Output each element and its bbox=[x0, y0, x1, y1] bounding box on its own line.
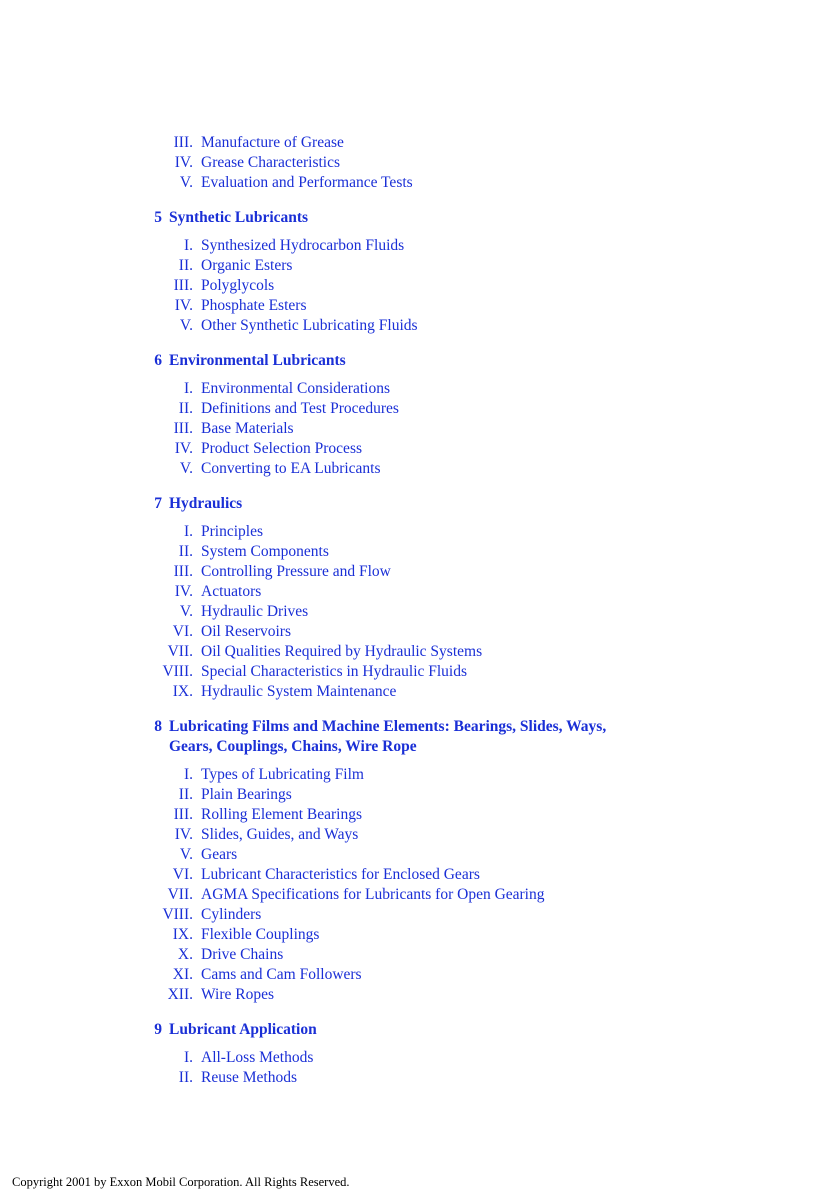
toc-item[interactable] bbox=[0, 542, 840, 562]
toc-item-link[interactable]: Reuse Methods bbox=[201, 1069, 298, 1086]
toc-item[interactable] bbox=[0, 682, 840, 702]
toc-item-link[interactable]: Phosphate Esters bbox=[201, 297, 307, 314]
toc-item-number: II. bbox=[178, 786, 193, 803]
toc-item-number: III. bbox=[173, 420, 193, 437]
chapter-title-link[interactable]: Lubricating Films and Machine Elements: Bearings, Slides, Ways, Gears, Couplings, Chains, Wire Rope bbox=[169, 718, 607, 755]
toc-item[interactable] bbox=[0, 296, 840, 316]
toc-item[interactable] bbox=[0, 399, 840, 419]
toc-item-link[interactable]: Special Characteristics in Hydraulic Fluids bbox=[201, 663, 468, 680]
toc-item-link[interactable]: Polyglycols bbox=[201, 277, 275, 294]
toc-item[interactable] bbox=[0, 133, 840, 153]
toc-item[interactable] bbox=[0, 622, 840, 642]
toc-item[interactable] bbox=[0, 1068, 840, 1088]
chapter-heading[interactable] bbox=[0, 1020, 840, 1040]
toc-item-number: IX. bbox=[172, 683, 193, 700]
toc-item-number: VIII. bbox=[162, 906, 193, 923]
toc-item-number: VI. bbox=[172, 623, 193, 640]
toc-item[interactable] bbox=[0, 522, 840, 542]
chapter-title-link[interactable]: Synthetic Lubricants bbox=[169, 209, 309, 226]
toc-item[interactable] bbox=[0, 642, 840, 662]
chapter-heading[interactable] bbox=[0, 494, 840, 514]
toc-item-number: X. bbox=[177, 946, 193, 963]
toc-item[interactable] bbox=[0, 439, 840, 459]
toc-item-number: IX. bbox=[172, 926, 193, 943]
chapter-title-link[interactable]: Environmental Lubricants bbox=[169, 352, 346, 369]
toc-item-number: VIII. bbox=[162, 663, 193, 680]
chapter-number: 9 bbox=[154, 1021, 162, 1038]
toc-item-link[interactable]: Evaluation and Performance Tests bbox=[201, 174, 413, 191]
table-of-contents bbox=[0, 133, 840, 1088]
toc-item[interactable] bbox=[0, 925, 840, 945]
toc-item-number: V. bbox=[179, 603, 193, 620]
toc-item-link[interactable]: Environmental Considerations bbox=[201, 380, 390, 397]
toc-item[interactable] bbox=[0, 945, 840, 965]
leading-items bbox=[0, 133, 840, 193]
toc-item-number: II. bbox=[178, 543, 193, 560]
toc-item-number: XI. bbox=[172, 966, 193, 983]
toc-item-link[interactable]: System Components bbox=[201, 543, 329, 560]
toc-item[interactable] bbox=[0, 236, 840, 256]
toc-item[interactable] bbox=[0, 885, 840, 905]
toc-item-link[interactable]: Base Materials bbox=[201, 420, 294, 437]
toc-item[interactable] bbox=[0, 153, 840, 173]
toc-item-link[interactable]: Types of Lubricating Film bbox=[201, 766, 364, 783]
copyright-notice: Copyright 2001 by Exxon Mobil Corporation. All Rights Reserved. bbox=[12, 1175, 350, 1189]
toc-item[interactable] bbox=[0, 562, 840, 582]
toc-item-link[interactable]: Manufacture of Grease bbox=[201, 134, 344, 151]
toc-item-link[interactable]: All-Loss Methods bbox=[201, 1049, 314, 1066]
toc-item-link[interactable]: Oil Reservoirs bbox=[201, 623, 291, 640]
toc-item[interactable] bbox=[0, 985, 840, 1005]
toc-item-link[interactable]: Definitions and Test Procedures bbox=[201, 400, 399, 417]
toc-item-link[interactable]: Other Synthetic Lubricating Fluids bbox=[201, 317, 418, 334]
toc-item-number: I. bbox=[183, 523, 193, 540]
toc-item[interactable] bbox=[0, 785, 840, 805]
toc-item[interactable] bbox=[0, 905, 840, 925]
toc-item-number: I. bbox=[183, 380, 193, 397]
toc-item-number: VII. bbox=[167, 643, 193, 660]
toc-item-number: II. bbox=[178, 257, 193, 274]
toc-item-link[interactable]: Cams and Cam Followers bbox=[201, 966, 362, 983]
chapter-number: 7 bbox=[154, 495, 162, 512]
toc-item-number: V. bbox=[179, 460, 193, 477]
toc-item[interactable] bbox=[0, 316, 840, 336]
toc-item-link[interactable]: AGMA Specifications for Lubricants for Open Gearing bbox=[201, 886, 545, 903]
toc-item-link[interactable]: Gears bbox=[201, 846, 238, 863]
toc-item-number: VI. bbox=[172, 866, 193, 883]
toc-item-link[interactable]: Actuators bbox=[201, 583, 262, 600]
chapter-title-link[interactable]: Lubricant Application bbox=[169, 1021, 317, 1038]
chapter-list bbox=[0, 208, 840, 1088]
chapter-heading[interactable] bbox=[0, 351, 840, 371]
toc-item-link[interactable]: Product Selection Process bbox=[201, 440, 363, 457]
toc-item-link[interactable]: Hydraulic System Maintenance bbox=[201, 683, 397, 700]
toc-item[interactable] bbox=[0, 765, 840, 785]
toc-item-link[interactable]: Hydraulic Drives bbox=[201, 603, 309, 620]
toc-item-number: III. bbox=[173, 563, 193, 580]
toc-item[interactable] bbox=[0, 419, 840, 439]
toc-item-link[interactable]: Converting to EA Lubricants bbox=[201, 460, 381, 477]
toc-item-link[interactable]: Slides, Guides, and Ways bbox=[201, 826, 359, 843]
toc-item-link[interactable]: Organic Esters bbox=[201, 257, 293, 274]
toc-item-link[interactable]: Cylinders bbox=[201, 906, 262, 923]
toc-item-link[interactable]: Drive Chains bbox=[201, 946, 284, 963]
toc-item-number: III. bbox=[173, 277, 193, 294]
chapter-section bbox=[0, 208, 840, 336]
toc-item[interactable] bbox=[0, 805, 840, 825]
toc-item-number: V. bbox=[179, 317, 193, 334]
toc-item-number: III. bbox=[173, 134, 193, 151]
toc-item-number: I. bbox=[183, 1049, 193, 1066]
toc-item[interactable] bbox=[0, 1048, 840, 1068]
toc-item-link[interactable]: Wire Ropes bbox=[201, 986, 274, 1003]
toc-item-link[interactable]: Oil Qualities Required by Hydraulic Systems bbox=[201, 643, 483, 660]
toc-item-number: V. bbox=[179, 174, 193, 191]
chapter-heading[interactable] bbox=[0, 717, 840, 757]
toc-item[interactable] bbox=[0, 459, 840, 479]
toc-item-link[interactable]: Principles bbox=[201, 523, 263, 540]
toc-item-number: I. bbox=[183, 766, 193, 783]
toc-item[interactable] bbox=[0, 825, 840, 845]
chapter-section bbox=[0, 1020, 840, 1088]
toc-item[interactable] bbox=[0, 965, 840, 985]
toc-item-number: II. bbox=[178, 400, 193, 417]
toc-item-link[interactable]: Flexible Couplings bbox=[201, 926, 320, 943]
toc-item[interactable] bbox=[0, 602, 840, 622]
toc-item-number: I. bbox=[183, 237, 193, 254]
chapter-number: 8 bbox=[154, 718, 162, 735]
toc-item[interactable] bbox=[0, 379, 840, 399]
chapter-section bbox=[0, 494, 840, 702]
toc-item[interactable] bbox=[0, 582, 840, 602]
toc-item-number: V. bbox=[179, 846, 193, 863]
toc-item[interactable] bbox=[0, 256, 840, 276]
toc-item-link[interactable]: Grease Characteristics bbox=[201, 154, 341, 171]
toc-item[interactable] bbox=[0, 845, 840, 865]
chapter-title-link[interactable]: Hydraulics bbox=[169, 495, 243, 512]
toc-item-number: IV. bbox=[174, 440, 193, 457]
toc-item-number: VII. bbox=[167, 886, 193, 903]
toc-item-link[interactable]: Synthesized Hydrocarbon Fluids bbox=[201, 237, 405, 254]
toc-item-number: XII. bbox=[167, 986, 193, 1003]
toc-item-number: IV. bbox=[174, 826, 193, 843]
chapter-section bbox=[0, 717, 840, 1005]
toc-item-number: IV. bbox=[174, 297, 193, 314]
toc-item[interactable] bbox=[0, 173, 840, 193]
toc-item-link[interactable]: Rolling Element Bearings bbox=[201, 806, 363, 823]
chapter-section bbox=[0, 351, 840, 479]
toc-item[interactable] bbox=[0, 276, 840, 296]
chapter-heading[interactable] bbox=[0, 208, 840, 228]
toc-item[interactable] bbox=[0, 865, 840, 885]
toc-item-link[interactable]: Plain Bearings bbox=[201, 786, 292, 803]
toc-item-number: II. bbox=[178, 1069, 193, 1086]
toc-item-link[interactable]: Controlling Pressure and Flow bbox=[201, 563, 391, 580]
toc-item-link[interactable]: Lubricant Characteristics for Enclosed Gears bbox=[201, 866, 480, 883]
toc-item-number: IV. bbox=[174, 154, 193, 171]
chapter-number: 5 bbox=[154, 209, 162, 226]
toc-item-number: III. bbox=[173, 806, 193, 823]
toc-item[interactable] bbox=[0, 662, 840, 682]
toc-item-number: IV. bbox=[174, 583, 193, 600]
chapter-number: 6 bbox=[154, 352, 162, 369]
